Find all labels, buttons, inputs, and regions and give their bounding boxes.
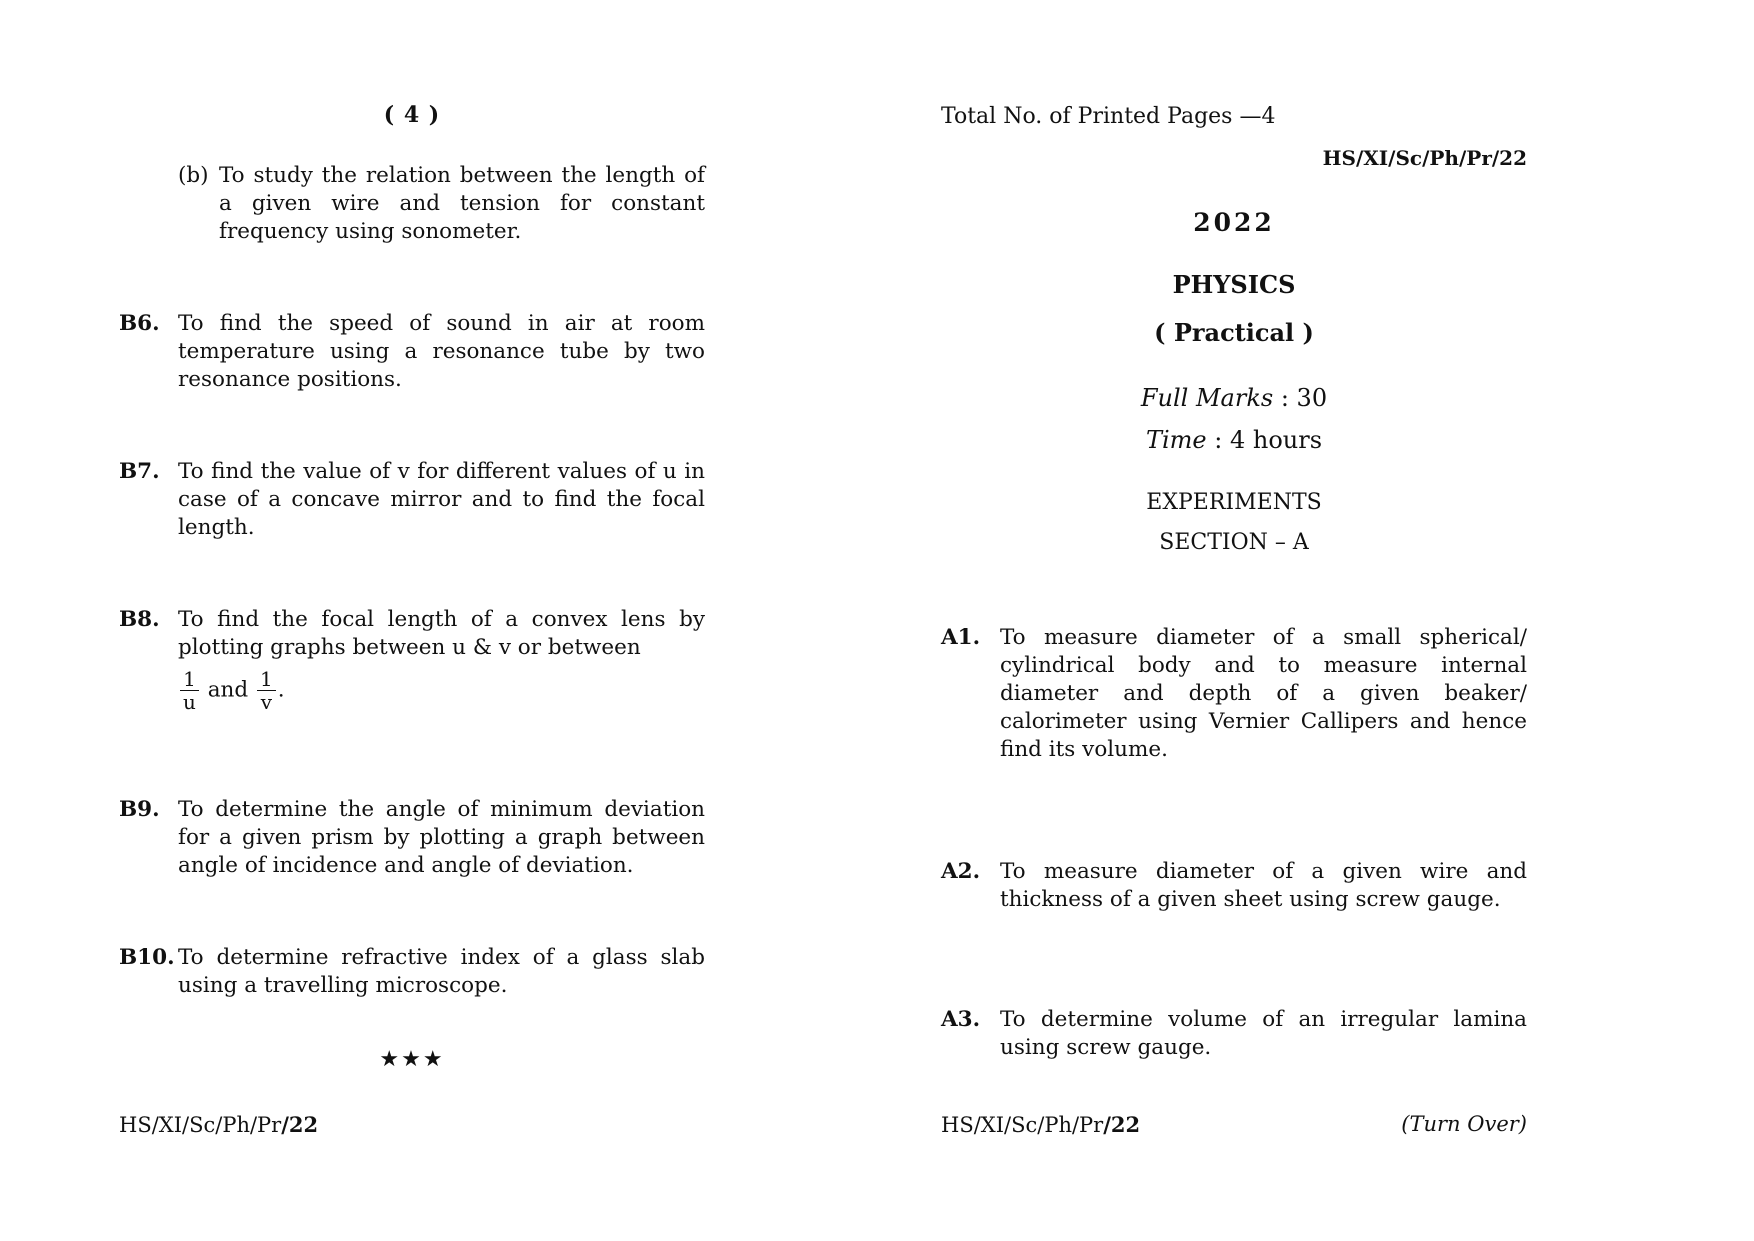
total-printed-pages: Total No. of Printed Pages —4: [941, 104, 1276, 129]
full-marks-label: Full Marks: [1140, 384, 1274, 412]
question-text: To find the speed of sound in air at room temperature using a resonance tube by two resonance positions.: [178, 311, 705, 392]
exam-mode: ( Practical ): [1154, 318, 1314, 347]
question-label: A2.: [941, 859, 981, 884]
sentence-end: .: [277, 677, 285, 703]
question-b9: [119, 796, 705, 880]
question-label: B8.: [119, 607, 160, 632]
exam-time: [941, 426, 1527, 454]
question-text: To measure diameter of a small spherical/ cylindrical body and to measure internal diameter and depth of a given beaker/ calorimeter using Vernier Callipers and hence find its volume.: [1000, 625, 1527, 762]
footer-code: [119, 1112, 318, 1137]
question-text: To study the relation between the length of a given wire and tension for constant frequency using sonometer.: [219, 163, 705, 244]
question-a2: [941, 858, 1527, 914]
section-heading: SECTION – A: [1159, 530, 1309, 555]
footer-year: /22: [1103, 1112, 1141, 1137]
question-b5b: [119, 162, 705, 246]
question-b6: [119, 310, 705, 394]
question-label: B10.: [119, 945, 175, 970]
footer-code-text: HS/XI/Sc/Ph/Pr: [941, 1113, 1104, 1137]
question-label: (b): [178, 163, 209, 188]
question-label: B9.: [119, 797, 160, 822]
footer-year: /22: [281, 1112, 319, 1137]
fraction-denominator: u: [183, 690, 196, 714]
fraction-connector: and: [207, 677, 249, 703]
question-a3: [941, 1006, 1527, 1062]
right-page: [941, 0, 1527, 1241]
question-label: A1.: [941, 625, 981, 650]
fraction-line: [178, 668, 705, 713]
question-text: To determine volume of an irregular lamina using screw gauge.: [1000, 1007, 1527, 1060]
footer-code: [941, 1112, 1140, 1137]
question-a1: [941, 624, 1527, 764]
fraction-one-over-u: [180, 668, 199, 713]
subject-title: PHYSICS: [1172, 270, 1296, 299]
time-label: Time: [1145, 426, 1207, 454]
experiments-heading: EXPERIMENTS: [1146, 490, 1322, 515]
full-marks-value: : 30: [1273, 384, 1328, 412]
question-b8: [119, 606, 705, 713]
question-label: B6.: [119, 311, 160, 336]
footer-code-text: HS/XI/Sc/Ph/Pr: [119, 1113, 282, 1137]
fraction-one-over-v: [257, 668, 276, 713]
time-value: : 4 hours: [1206, 426, 1323, 454]
question-text: To measure diameter of a given wire and thickness of a given sheet using screw gauge.: [1000, 859, 1527, 912]
question-b10: [119, 944, 705, 1000]
fraction-numerator: 1: [180, 668, 199, 691]
question-label: B7.: [119, 459, 160, 484]
left-page: [119, 0, 705, 1241]
fraction-denominator: v: [260, 690, 273, 714]
question-text: To find the focal length of a convex lens by plotting graphs between u & v or between: [178, 607, 705, 660]
paper-code: HS/XI/Sc/Ph/Pr/22: [1322, 146, 1527, 170]
question-text: To find the value of v for different values of u in case of a concave mirror and to find the focal length.: [178, 459, 705, 540]
exam-year: 2022: [1193, 208, 1275, 237]
page-number: ( 4 ): [383, 102, 441, 128]
question-label: A3.: [941, 1007, 981, 1032]
turn-over: (Turn Over): [1401, 1112, 1527, 1136]
question-text: To determine the angle of minimum deviation for a given prism by plotting a graph between angle of incidence and angle of deviation.: [178, 797, 705, 878]
full-marks: [941, 384, 1527, 412]
question-b7: [119, 458, 705, 542]
question-text: To determine refractive index of a glass slab using a travelling microscope.: [178, 945, 705, 998]
end-stars: ★★★: [379, 1047, 445, 1072]
fraction-numerator: 1: [257, 668, 276, 691]
